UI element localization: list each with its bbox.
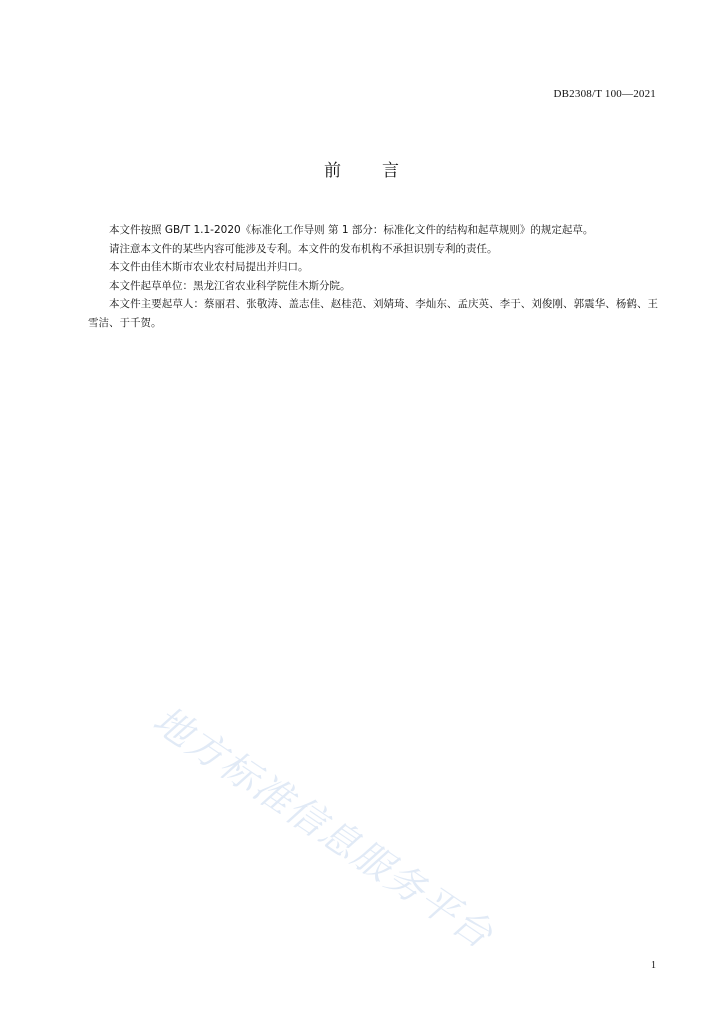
title-part-1: 前 — [324, 161, 342, 181]
title-part-2: 言 — [382, 161, 400, 181]
page-number: 1 — [651, 960, 656, 971]
paragraph-patent-notice: 请注意本文件的某些内容可能涉及专利。本文件的发布机构不承担识别专利的责任。 — [109, 242, 498, 255]
watermark: 地方标准信息服务平台 — [145, 697, 502, 958]
paragraph-proposer: 本文件由佳木斯市农业农村局提出并归口。 — [109, 261, 309, 274]
paragraph-drafting-unit: 本文件起草单位：黑龙江省农业科学院佳木斯分院。 — [109, 279, 351, 292]
paragraph-drafters: 本文件主要起草人：蔡丽君、张敬涛、盖志佳、赵桂范、刘婧琦、李灿东、孟庆英、李于、刘俊刚、郭震华、杨鹤、王雪洁、于千贺。 — [88, 298, 658, 329]
document-code: DB2308/T 100—2021 — [553, 88, 656, 100]
paragraph-standard-basis: 本文件按照 GB/T 1.1-2020《标准化工作导则 第 1 部分：标准化文件的结构和起草规则》的规定起草。 — [109, 224, 594, 236]
page-title — [0, 156, 724, 181]
foreword-body — [88, 221, 658, 333]
